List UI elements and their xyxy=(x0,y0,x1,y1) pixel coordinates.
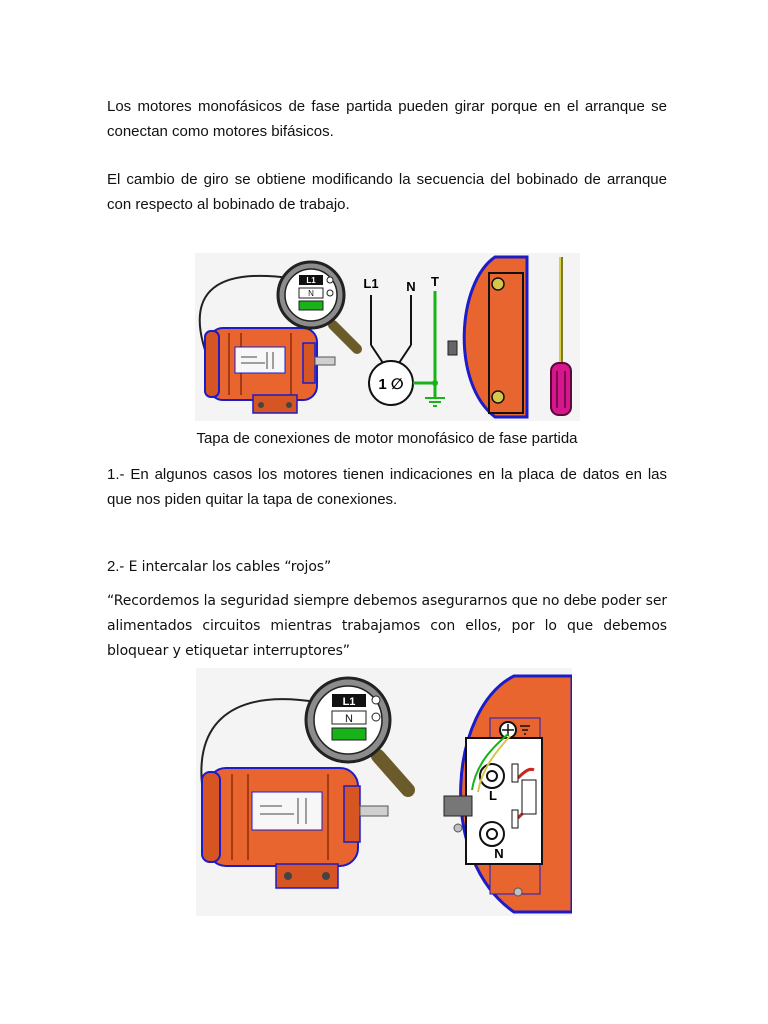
figure-connection-cover xyxy=(195,253,580,421)
figure-connection-cover-drawing xyxy=(195,253,580,421)
step-2-text: E intercalar los cables “rojos” xyxy=(124,559,332,575)
safety-note-debe: debe xyxy=(563,592,597,609)
label-l1: L1 xyxy=(363,276,379,291)
paragraph-step-1: 1.- En algunos casos los motores tienen indicaciones en la placa de datos en las que nos piden quitar la tapa de conexiones. xyxy=(107,466,667,508)
terminal-n-label: N xyxy=(345,713,353,725)
safety-note-end: poder ser alimentados circuitos mientras trabajamos con ellos, por lo que debemos bloquear y etiquetar interruptores” xyxy=(107,593,667,659)
label-t: T xyxy=(431,274,439,289)
paragraph-rotation-change: El cambio de giro se obtiene modificando la secuencia del bobinado de arranque con respecto al bobinado de trabajo. xyxy=(107,171,667,213)
paragraph-safety-note xyxy=(107,588,667,664)
connection-cover xyxy=(448,257,527,417)
label-n: N xyxy=(494,846,504,861)
label-n: N xyxy=(406,279,416,294)
motor-body xyxy=(202,768,388,888)
paragraph-intro: Los motores monofásicos de fase partida pueden girar porque en el arranque se conectan como motores bifásicos. xyxy=(107,98,667,140)
safety-note-start: “Recordemos la seguridad siempre debemos asegurarnos que no xyxy=(107,593,564,609)
label-l: L xyxy=(489,788,497,803)
paragraph-step-2 xyxy=(107,554,667,580)
terminal-l1-label: L1 xyxy=(342,696,356,708)
motor-body xyxy=(205,328,335,413)
step-2-number: 2.- xyxy=(107,558,125,575)
terminal-n-label: N xyxy=(308,289,314,298)
terminal-l1-label: L1 xyxy=(306,276,316,285)
motor-symbol: 1 ∅ xyxy=(378,376,404,393)
screwdriver-icon xyxy=(551,257,571,415)
figure-terminal-box-drawing xyxy=(196,668,572,916)
single-phase-schematic xyxy=(363,274,445,406)
figure-1-caption: Tapa de conexiones de motor monofásico de fase partida xyxy=(196,430,578,447)
figure-terminal-box xyxy=(196,668,572,916)
terminal-box xyxy=(444,676,572,912)
